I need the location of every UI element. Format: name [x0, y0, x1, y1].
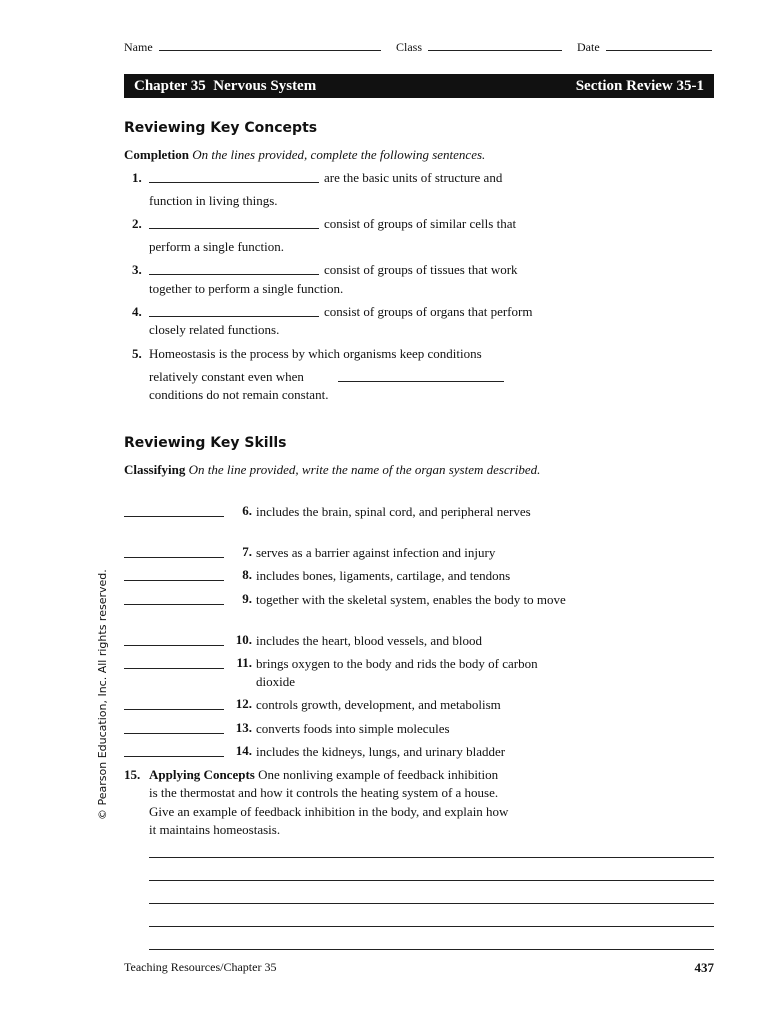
item-9-blank[interactable]	[124, 603, 224, 605]
item-15-line2: is the thermostat and how it controls the heating system of a house.	[149, 785, 499, 800]
item-12-text: controls growth, development, and metabolism	[256, 697, 501, 712]
concepts-heading: Reviewing Key Concepts	[124, 120, 318, 136]
chapter-title: Chapter 35 Nervous System	[134, 77, 317, 94]
item-11-blank[interactable]	[124, 667, 224, 669]
item-6-text: includes the brain, spinal cord, and peripheral nerves	[256, 504, 531, 519]
item-8-blank[interactable]	[124, 579, 224, 581]
section-title: Section Review 35-1	[575, 77, 704, 94]
name-label: Name	[124, 40, 153, 54]
item-7-number: 7.	[242, 544, 252, 559]
item-9-number: 9.	[242, 591, 252, 606]
item-14-number: 14.	[235, 743, 252, 758]
classifying-label: Classifying	[124, 462, 186, 477]
item-15-line1	[149, 767, 498, 783]
date-label: Date	[577, 40, 600, 54]
item-1-number: 1.	[132, 170, 142, 185]
item-8-number: 8.	[242, 567, 252, 582]
item-2-number: 2.	[132, 216, 142, 231]
class-blank[interactable]	[428, 38, 562, 51]
item-13-text: converts foods into simple molecules	[256, 721, 450, 736]
item-3-continuation: together to perform a single function.	[149, 281, 344, 296]
item-4-text: consist of groups of organs that perform	[324, 304, 533, 319]
answer-line-4[interactable]	[149, 926, 714, 927]
chapter-banner	[124, 74, 714, 98]
item-6-number: 6.	[242, 503, 252, 518]
date-blank[interactable]	[606, 38, 712, 51]
item-2-text: consist of groups of similar cells that	[324, 216, 517, 231]
copyright-notice: © Pearson Education, Inc. All rights reserved.	[96, 569, 109, 820]
item-1-blank[interactable]	[149, 170, 319, 183]
item-15-line4: it maintains homeostasis.	[149, 822, 281, 837]
answer-line-5[interactable]	[149, 949, 714, 950]
answer-line-1[interactable]	[149, 857, 714, 858]
completion-instructions	[124, 146, 564, 164]
item-3-number: 3.	[132, 262, 142, 277]
completion-label: Completion	[124, 147, 189, 162]
item-1-continuation: function in living things.	[149, 193, 278, 208]
item-7-text: serves as a barrier against infection and injury	[256, 545, 496, 560]
item-2-continuation: perform a single function.	[149, 239, 285, 254]
item-15-number: 15.	[124, 767, 141, 782]
item-5-number: 5.	[132, 346, 142, 361]
item-14-blank[interactable]	[124, 755, 224, 757]
date-field[interactable]	[577, 38, 712, 55]
classifying-directions: On the line provided, write the name of the organ system described.	[188, 462, 541, 477]
item-5-blank[interactable]	[338, 369, 504, 382]
item-13-blank[interactable]	[124, 732, 224, 734]
item-4-number: 4.	[132, 304, 142, 319]
item-1-text: are the basic units of structure and	[324, 170, 503, 185]
classifying-instructions	[124, 461, 544, 479]
item-10-text: includes the heart, blood vessels, and blood	[256, 633, 483, 648]
item-5-line1: Homeostasis is the process by which organisms keep conditions	[149, 346, 482, 361]
item-12-number: 12.	[235, 696, 252, 711]
item-3-text: consist of groups of tissues that work	[324, 262, 518, 277]
item-4-continuation: closely related functions.	[149, 322, 280, 337]
footer-chapter: Teaching Resources/Chapter 35	[124, 960, 277, 974]
item-4-blank[interactable]	[149, 304, 319, 317]
item-11-text: brings oxygen to the body and rids the body of carbon dioxide	[256, 656, 538, 689]
class-label: Class	[396, 40, 423, 54]
name-blank[interactable]	[159, 38, 381, 51]
completion-directions: On the lines provided, complete the following sentences.	[192, 147, 486, 162]
class-field[interactable]	[396, 38, 562, 55]
answer-line-3[interactable]	[149, 903, 714, 904]
item-13-number: 13.	[235, 720, 252, 735]
item-14-text: includes the kidneys, lungs, and urinary bladder	[256, 744, 506, 759]
item-2-blank[interactable]	[149, 216, 319, 229]
item-5-line2: relatively constant even when	[149, 369, 304, 384]
item-10-blank[interactable]	[124, 644, 224, 646]
item-7-blank[interactable]	[124, 556, 224, 558]
item-15-label: Applying Concepts	[149, 767, 255, 782]
item-11-number: 11.	[236, 655, 252, 670]
item-3-blank[interactable]	[149, 262, 319, 275]
name-field[interactable]	[124, 38, 381, 55]
item-9-text: together with the skeletal system, enables the body to move	[256, 592, 566, 607]
item-8-text: includes bones, ligaments, cartilage, and tendons	[256, 568, 511, 583]
page-number: 437	[694, 960, 714, 975]
answer-line-2[interactable]	[149, 880, 714, 881]
item-12-blank[interactable]	[124, 708, 224, 710]
item-10-number: 10.	[235, 632, 252, 647]
item-15-line3: Give an example of feedback inhibition in the body, and explain how	[149, 804, 509, 819]
item-6-blank[interactable]	[124, 515, 224, 517]
skills-heading: Reviewing Key Skills	[124, 435, 287, 451]
item-5-line3: conditions do not remain constant.	[149, 387, 329, 402]
item-15-line1-text: One nonliving example of feedback inhibition	[258, 767, 499, 782]
